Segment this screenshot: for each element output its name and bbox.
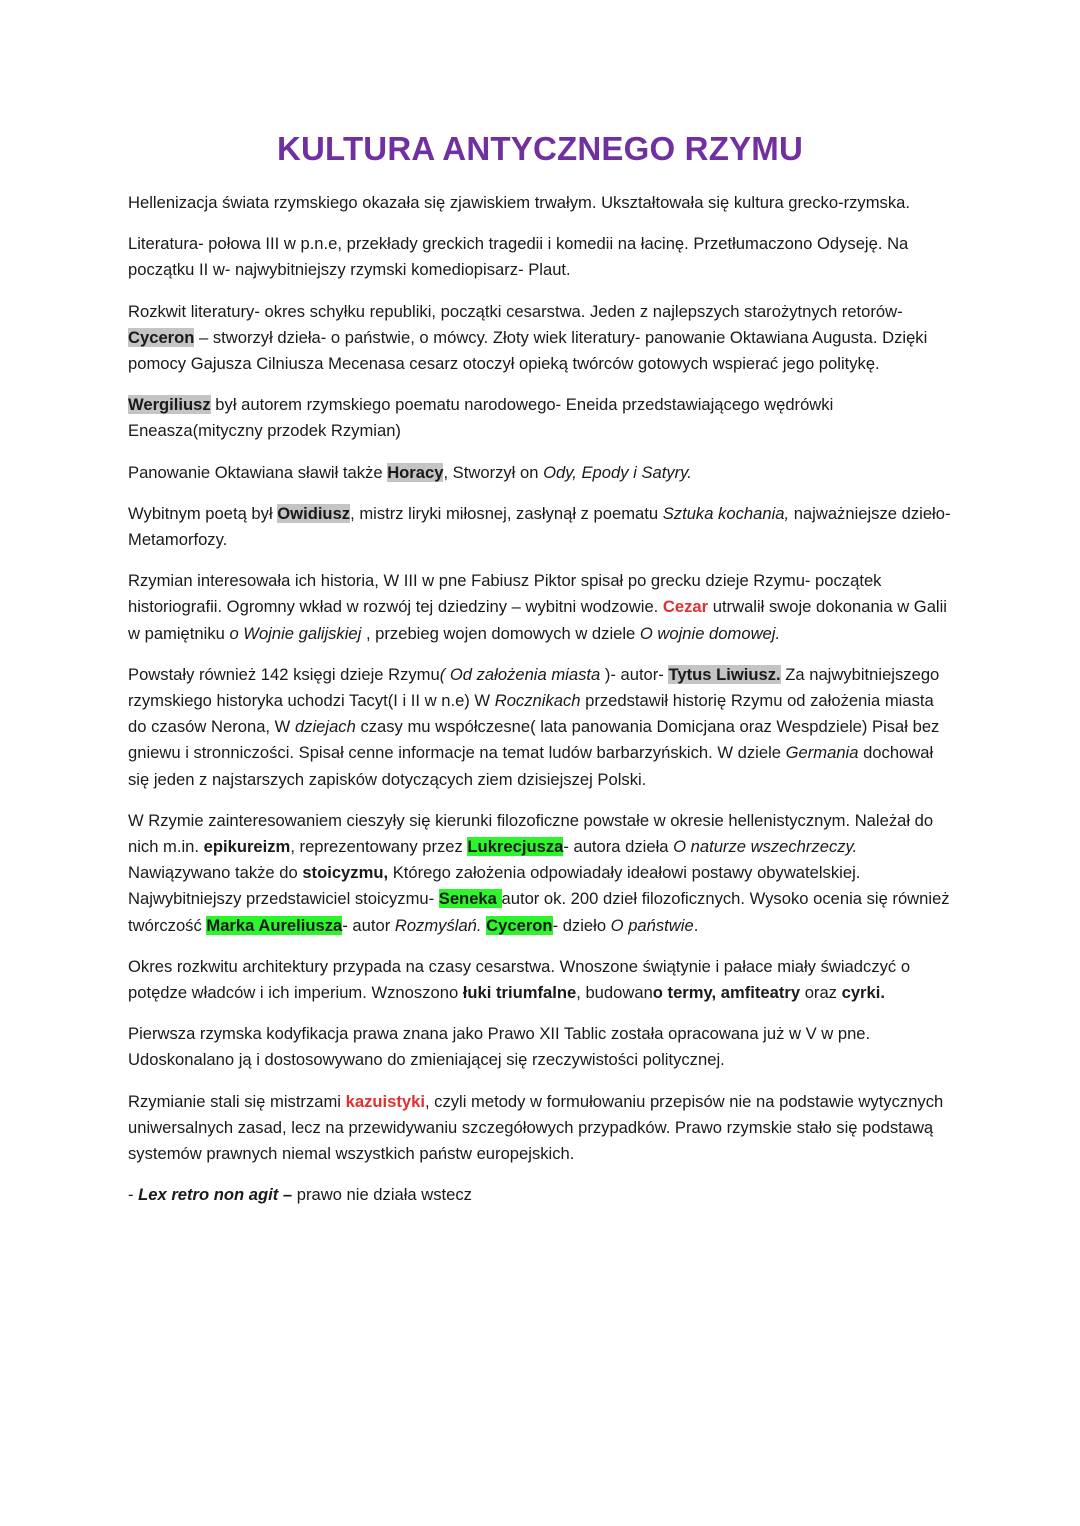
paragraph-casuistry: Rzymianie stali się mistrzami kazuistyki, czyli metody w formułowaniu przepisów nie na podstawie wytycznych uniwersalnych zasad, lecz na przewidywaniu szczegółowych przypadków. Prawo rzymskie stało się podstawą systemów prawnych niemal wszystkich państw europejskich. bbox=[128, 1091, 944, 1164]
paragraph-lex-retro: - Lex retro non agit – prawo nie działa wstecz bbox=[128, 1185, 472, 1205]
paragraph-literature: Literatura- połowa III w p.n.e, przekłady greckich tragedii i komedii na łacinę. Przetłumaczono Odyseję. Na początku II w- najwybitniejszy rzymski komediopisarz- Plaut. bbox=[128, 234, 909, 280]
highlight-lukrecjusz: Lukrecjusza bbox=[467, 837, 564, 857]
paragraph-owidiusz: Wybitnym poetą był Owidiusz, mistrz liryki miłosnej, zasłynął z poematu Sztuka kochania, najważniejsze dzieło- Metamorfozy. bbox=[128, 503, 951, 550]
paragraph-hellenization: Hellenizacja świata rzymskiego okazała się zjawiskiem trwałym. Ukształtowała się kultura grecko-rzymska. bbox=[128, 193, 910, 212]
highlight-owidiusz: Owidiusz bbox=[277, 503, 351, 523]
highlight-tytus-liwiusz: Tytus Liwiusz. bbox=[668, 664, 781, 684]
highlight-marek-aureliusz: Marka Aureliusza bbox=[206, 915, 343, 935]
highlight-seneka: Seneka bbox=[438, 889, 502, 909]
paragraph-wergiliusz: Wergiliusz był autorem rzymskiego poematu narodowego- Eneida przedstawiającego wędrówki Eneasza(mityczny przodek Rzymian) bbox=[128, 395, 834, 441]
highlight-cezar: Cezar bbox=[662, 597, 709, 617]
highlight-cyceron: Cyceron bbox=[128, 327, 195, 347]
highlight-wergiliusz: Wergiliusz bbox=[128, 395, 211, 415]
paragraph-history: Rzymian interesowała ich historia, W III w pne Fabiusz Piktor spisał po grecku dzieje Rzymu- początek historiografii. Ogromny wkład w rozwój tej dziedziny – wybitni wodzowie. Cezar utrwalił swoje dokonania w Galii w pamiętniku o Wojnie galijskiej , przebieg wojen domowych w dziele O wojnie domowej. bbox=[128, 571, 947, 643]
paragraph-horacy: Panowanie Oktawiana sławił także Horacy, Stworzył on Ody, Epody i Satyry. bbox=[128, 462, 692, 482]
highlight-kazuistyki: kazuistyki bbox=[345, 1091, 425, 1111]
paragraph-historians: Powstały również 142 księgi dzieje Rzymu( Od założenia miasta )- autor- Tytus Liwiusz. Za najwybitniejszego rzymskiego historyka uchodzi Tacyt(I i II w n.e) W Rocznikach przedstawił historię Rzymu od założenia miasta do czasów Nerona, W dziejach czasy mu współczesne( lata panowania Domicjana oraz Wespdziele) Pisał bez gniewu i stronniczości. Spisał cenne informacje na temat ludów barbarzyńskich. W dziele Germania dochował się jeden z najstarszych zapisków dotyczących ziem dzisiejszej Polski. bbox=[128, 664, 940, 789]
paragraph-law-codification: Pierwsza rzymska kodyfikacja prawa znana jako Prawo XII Tablic została opracowana już w V w pne. Udoskonalano ją i dostosowywano do zmieniającej się rzeczywistości politycznej. bbox=[128, 1024, 871, 1070]
paragraph-golden-age: Rozkwit literatury- okres schyłku republiki, początki cesarstwa. Jeden z najlepszych starożytnych retorów- Cyceron – stworzył dzieła- o państwie, o mówcy. Złoty wiek literatury- panowanie Oktawiana Augusta. Dzięki pomocy Gajusza Cilniusza Mecenasa cesarz otoczył opieką twórców gotowych wspierać jego politykę. bbox=[128, 301, 928, 374]
latin-maxim: Lex retro non agit bbox=[138, 1185, 279, 1205]
highlight-cyceron-2: Cyceron bbox=[486, 915, 553, 935]
highlight-horacy: Horacy bbox=[387, 462, 444, 482]
paragraph-architecture: Okres rozkwitu architektury przypada na czasy cesarstwa. Wnoszone świątynie i pałace miały świadczyć o potędze władców i ich imperium. Wznoszono łuki triumfalne, budowano termy, amfiteatry oraz cyrki. bbox=[128, 956, 911, 1003]
page-title: KULTURA ANTYCZNEGO RZYMU bbox=[276, 130, 804, 167]
paragraph-philosophy: W Rzymie zainteresowaniem cieszyły się kierunki filozoficzne powstałe w okresie hellenistycznym. Należał do nich m.in. epikureizm, reprezentowany przez Lukrecjusza- autora dzieła O naturze wszechrzeczy. Nawiązywano także do stoicyzmu, Którego założenia odpowiadały ideałowi postawy obywatelskiej. Najwybitniejszy przedstawiciel stoicyzmu- Seneka autor ok. 200 dzieł filozoficznych. Wysoko ocenia się również twórczość Marka Aureliusza- autor Rozmyślań. Cyceron- dzieło O państwie. bbox=[128, 810, 950, 935]
